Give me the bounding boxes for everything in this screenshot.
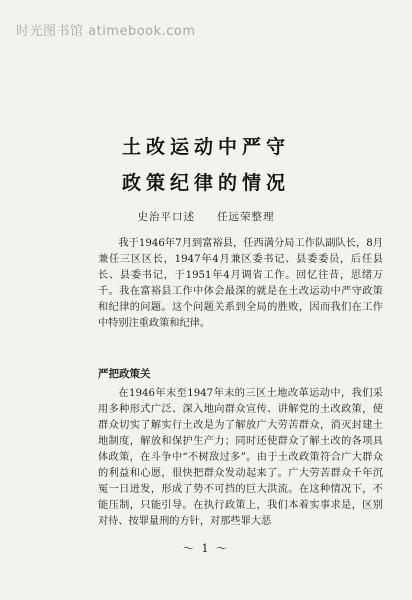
page-number: ～ 1 ～	[183, 542, 229, 555]
author: 史治平口述	[137, 211, 195, 223]
paragraph-policy: 在1946年末至1947年末的三区土地改革运动中，我们采用多种形式广泛、深入地向群众宣传、讲解党的土改政策，使群众切实了解实行土改是为了解放广大劳苦群众，消灭封建土地制度，解放和保护生产力；同时还使群众了解土改的各项具体政策，在斗争中“不树敌过多”。由于土改政策符合广大群众的利益和心愿，很快把群众发动起来了。广大劳苦群众千年沉冤一日迸发，形成了势不可挡的巨大洪流。在这种情况下，不能压制，只能引导。在执行政策上，我们本着实事求是，区别对待、按罪量刑的方针，对那些罪大恶	[98, 388, 383, 527]
article-title-line-1: 土改运动中严守	[121, 136, 290, 158]
section-heading: 严把政策关	[98, 368, 151, 380]
paragraph-intro: 我于1946年7月到富裕县，任西满分局工作队副队长，8月兼任三区区长，1947年4月兼区委书记、县委委员，后任县长、县委书记，于1951年4月调省工作。回忆往昔，思绪万千。我在富裕县工作中体会最深的就是在土改运动中严守政策和纪律的问题。这个问题关系到全局的胜败，因而我们在工作中特别注重政策和纪律。	[98, 238, 383, 329]
byline	[0, 209, 412, 224]
recorder: 任远荣整理	[217, 211, 275, 223]
article-title-line-2: 政策纪律的情况	[121, 172, 290, 194]
watermark: 时光图书馆 atimebook.com	[16, 24, 196, 39]
